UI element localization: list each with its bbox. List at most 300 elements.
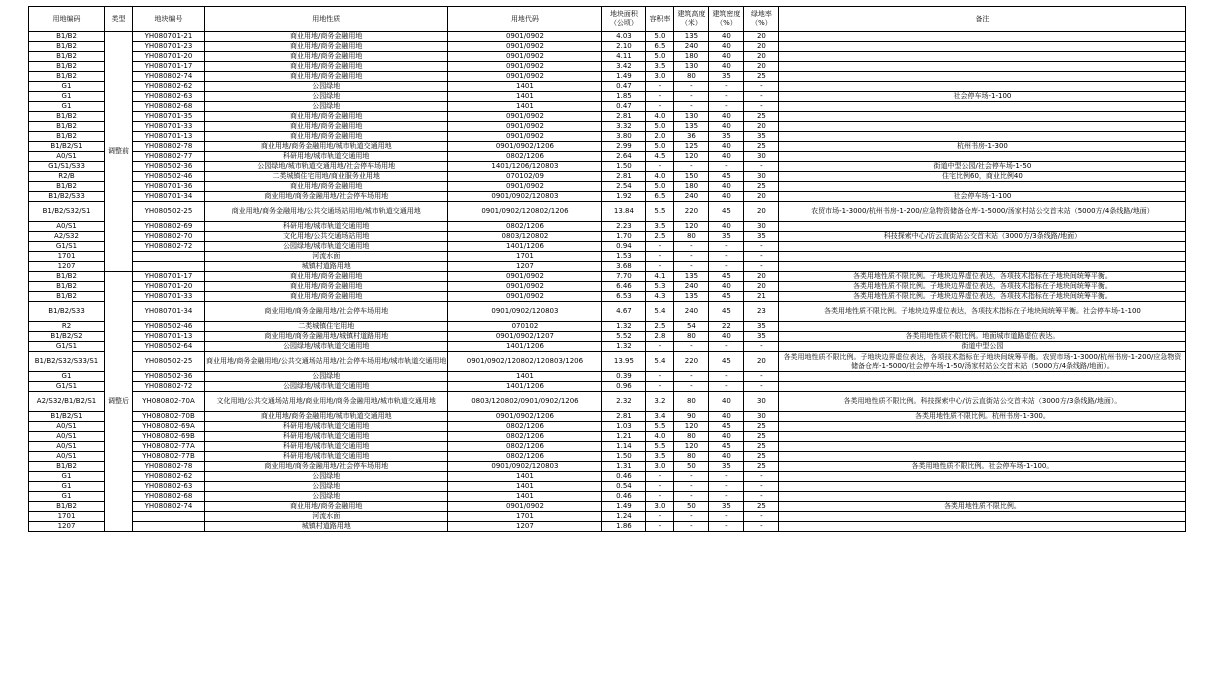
cell-density: 40 [709,142,744,152]
cell-green-rate: - [744,82,779,92]
cell-green-rate: 25 [744,422,779,432]
cell-land-code-num: 1401 [448,82,602,92]
cell-land-code-num: 0802/1206 [448,152,602,162]
cell-land-code: G1 [29,472,105,482]
cell-land-code: G1/S1 [29,242,105,252]
cell-remarks: 各类用地性质不限比例。科技探索中心/访云直街站公交首末站（3000方/3条线路/地面）。 [779,392,1186,412]
cell-land-nature: 公园绿地 [205,482,448,492]
cell-land-code-num: 1401 [448,472,602,482]
cell-land-code-num: 0802/1206 [448,422,602,432]
cell-remarks: 杭州书房-1-300 [779,142,1186,152]
cell-plot-number: YH080701-21 [133,32,205,42]
cell-remarks [779,442,1186,452]
table-row [29,62,1186,72]
cell-remarks: 各类用地性质不限比例。子地块边界虚位表达，各项技术指标在子地块间统筹平衡。 [779,292,1186,302]
cell-area: 1.53 [602,252,646,262]
cell-land-code-num: 0901/0902/1206 [448,412,602,422]
cell-land-nature: 商业用地/商务金融用地 [205,122,448,132]
cell-land-code-num: 0802/1206 [448,452,602,462]
table-row [29,92,1186,102]
cell-plot-number: YH080701-23 [133,42,205,52]
cell-remarks: 各类用地性质不限比例。地面城市道路虚位表达。 [779,332,1186,342]
cell-remarks [779,72,1186,82]
cell-land-code-num: 0901/0902 [448,62,602,72]
cell-land-code-num: 1401/1206 [448,342,602,352]
cell-land-nature: 商业用地/商务金融用地 [205,132,448,142]
cell-land-code-num: 1207 [448,262,602,272]
cell-area: 1.49 [602,502,646,512]
cell-green-rate: - [744,522,779,532]
cell-height: 135 [674,122,709,132]
cell-area: 13.95 [602,352,646,372]
cell-land-nature: 二类城镇住宅用地/商业服务业用地 [205,172,448,182]
cell-height: 180 [674,182,709,192]
cell-height: - [674,242,709,252]
cell-density: 40 [709,412,744,422]
cell-land-nature: 科研用地/城市轨道交通用地 [205,222,448,232]
cell-green-rate: 25 [744,432,779,442]
cell-land-code-num: 070102 [448,322,602,332]
cell-plot-number: YH080701-34 [133,192,205,202]
cell-area: 6.53 [602,292,646,302]
cell-land-nature: 文化用地/公共交通场站用地 [205,232,448,242]
table-row [29,152,1186,162]
cell-area: 1.21 [602,432,646,442]
cell-height: - [674,342,709,352]
cell-density: 45 [709,302,744,322]
cell-green-rate: 20 [744,192,779,202]
table-row [29,162,1186,172]
cell-remarks [779,252,1186,262]
cell-area: 2.81 [602,112,646,122]
cell-land-nature: 公园绿地/城市轨道交通用地 [205,342,448,352]
cell-remarks: 各类用地性质不限比例。杭州书房-1-300。 [779,412,1186,422]
cell-remarks: 科技探索中心/访云直街站公交首末站（3000方/3条线路/地面） [779,232,1186,242]
header-land-code-num: 用地代码 [448,7,602,32]
cell-green-rate: - [744,262,779,272]
header-height: 建筑高度（米） [674,7,709,32]
header-green-rate: 绿地率（%） [744,7,779,32]
table-row [29,272,1186,282]
header-plot-number: 地块编号 [133,7,205,32]
cell-far: 4.0 [646,432,674,442]
cell-far: - [646,512,674,522]
cell-land-code-num: 070102/09 [448,172,602,182]
cell-land-nature: 公园绿地 [205,102,448,112]
cell-green-rate: - [744,472,779,482]
cell-far: 4.1 [646,272,674,282]
cell-land-code: G1/S1 [29,382,105,392]
cell-far: 5.0 [646,52,674,62]
table-row [29,522,1186,532]
cell-green-rate: - [744,242,779,252]
cell-land-code-num: 0901/0902 [448,42,602,52]
cell-height: - [674,102,709,112]
cell-height: 80 [674,232,709,242]
cell-height: 240 [674,42,709,52]
cell-far: - [646,522,674,532]
cell-remarks: 社会停车场-1-100 [779,92,1186,102]
cell-land-nature: 商业用地/商务金融用地 [205,502,448,512]
cell-remarks [779,372,1186,382]
cell-height: 125 [674,142,709,152]
cell-density: 40 [709,432,744,442]
table-row [29,462,1186,472]
cell-land-code: G1 [29,482,105,492]
cell-area: 3.42 [602,62,646,72]
table-row [29,302,1186,322]
cell-green-rate: 20 [744,62,779,72]
cell-plot-number: YH080802-77B [133,452,205,462]
cell-land-code-num: 0802/1206 [448,432,602,442]
cell-height: - [674,522,709,532]
cell-land-code: A0/S1 [29,432,105,442]
cell-height: - [674,262,709,272]
cell-area: 0.47 [602,82,646,92]
cell-land-code: B1/B2 [29,272,105,282]
cell-height: - [674,82,709,92]
cell-land-nature: 二类城镇住宅用地 [205,322,448,332]
cell-height: 80 [674,392,709,412]
cell-far: 5.5 [646,442,674,452]
cell-land-code: B1/B2 [29,282,105,292]
cell-land-code: B1/B2 [29,32,105,42]
cell-area: 0.47 [602,102,646,112]
cell-remarks: 各类用地性质不限比例。社会停车场-1-100。 [779,462,1186,472]
cell-plot-number: YH080701-17 [133,272,205,282]
cell-area: 5.52 [602,332,646,342]
cell-land-code-num: 1401/1206/120803 [448,162,602,172]
cell-remarks [779,452,1186,462]
cell-land-code-num: 0901/0902/120803 [448,462,602,472]
cell-remarks [779,512,1186,522]
cell-land-code: G1 [29,82,105,92]
cell-green-rate: - [744,372,779,382]
cell-area: 1.32 [602,322,646,332]
cell-plot-number: YH080701-33 [133,122,205,132]
cell-density: - [709,372,744,382]
cell-area: 4.67 [602,302,646,322]
cell-far: 4.0 [646,172,674,182]
cell-land-code: A0/S1 [29,222,105,232]
cell-density: 35 [709,462,744,472]
table-row [29,262,1186,272]
cell-land-nature: 商业用地/商务金融用地 [205,272,448,282]
table-row [29,452,1186,462]
cell-density: - [709,522,744,532]
cell-height: 180 [674,52,709,62]
cell-height: 50 [674,462,709,472]
cell-green-rate: - [744,342,779,352]
cell-land-code: G1 [29,372,105,382]
cell-area: 1.32 [602,342,646,352]
cell-far: - [646,372,674,382]
cell-remarks [779,242,1186,252]
cell-green-rate: 20 [744,42,779,52]
cell-green-rate: 30 [744,412,779,422]
cell-area: 13.84 [602,202,646,222]
cell-far: 5.0 [646,182,674,192]
cell-height: 150 [674,172,709,182]
cell-land-nature: 商业用地/商务金融用地/社会停车场用地 [205,462,448,472]
cell-green-rate: 23 [744,302,779,322]
cell-height: 120 [674,422,709,432]
cell-plot-number: YH080802-72 [133,382,205,392]
table-row [29,502,1186,512]
cell-land-code: A0/S1 [29,152,105,162]
cell-density: - [709,512,744,522]
cell-plot-number [133,252,205,262]
cell-far: 3.4 [646,412,674,422]
cell-height: 120 [674,442,709,452]
cell-density: 45 [709,442,744,452]
cell-land-code-num: 1401 [448,492,602,502]
cell-area: 1.50 [602,162,646,172]
header-land-nature: 用地性质 [205,7,448,32]
cell-height: 54 [674,322,709,332]
cell-far: 3.0 [646,462,674,472]
cell-land-code-num: 0901/0902 [448,72,602,82]
cell-height: 130 [674,112,709,122]
cell-green-rate: 25 [744,452,779,462]
cell-land-nature: 商业用地/商务金融用地/城市轨道交通用地 [205,142,448,152]
cell-land-nature: 公园绿地 [205,92,448,102]
cell-green-rate: 30 [744,222,779,232]
cell-far: 6.5 [646,42,674,52]
cell-remarks [779,112,1186,122]
table-row [29,482,1186,492]
cell-green-rate: - [744,92,779,102]
cell-plot-number: YH080701-20 [133,52,205,62]
cell-density: - [709,92,744,102]
cell-far: 3.5 [646,222,674,232]
cell-area: 1.50 [602,452,646,462]
cell-plot-number: YH080502-36 [133,162,205,172]
cell-plot-number: YH080802-69B [133,432,205,442]
cell-far: 4.0 [646,112,674,122]
cell-density: 22 [709,322,744,332]
cell-land-code: B1/B2 [29,122,105,132]
table-row [29,142,1186,152]
cell-land-code: A2/S32 [29,232,105,242]
cell-land-nature: 商业用地/商务金融用地 [205,52,448,62]
table-row [29,102,1186,112]
cell-land-code: G1/S1 [29,342,105,352]
cell-density: 40 [709,32,744,42]
cell-area: 1.70 [602,232,646,242]
cell-area: 3.80 [602,132,646,142]
cell-area: 1.14 [602,442,646,452]
table-row [29,42,1186,52]
cell-far: 2.8 [646,332,674,342]
cell-land-nature: 科研用地/城市轨道交通用地 [205,422,448,432]
cell-land-code-num: 0901/0902/120803 [448,302,602,322]
cell-height: 120 [674,152,709,162]
table-row [29,192,1186,202]
table-row [29,282,1186,292]
cell-density: 45 [709,352,744,372]
header-row [29,7,1186,32]
cell-land-code-num: 1701 [448,512,602,522]
cell-land-nature: 商业用地/商务金融用地/城市轨道交通用地 [205,412,448,422]
cell-density: 35 [709,502,744,512]
header-remarks: 备注 [779,7,1186,32]
cell-height: 80 [674,332,709,342]
cell-area: 2.81 [602,172,646,182]
cell-green-rate: 30 [744,152,779,162]
cell-plot-number [133,512,205,522]
cell-height: - [674,162,709,172]
cell-remarks [779,522,1186,532]
cell-height: 240 [674,302,709,322]
cell-land-code: B1/B2 [29,112,105,122]
cell-density: 40 [709,452,744,462]
cell-land-code: B1/B2/S2 [29,332,105,342]
cell-land-nature: 科研用地/城市轨道交通用地 [205,152,448,162]
cell-area: 0.94 [602,242,646,252]
cell-far: - [646,92,674,102]
cell-area: 4.11 [602,52,646,62]
cell-area: 2.32 [602,392,646,412]
cell-land-code: B1/B2/S1 [29,412,105,422]
table-row [29,432,1186,442]
cell-far: 6.5 [646,192,674,202]
cell-plot-number: YH080502-46 [133,172,205,182]
cell-plot-number: YH080802-70B [133,412,205,422]
cell-green-rate: - [744,102,779,112]
cell-green-rate: 20 [744,202,779,222]
cell-area: 3.32 [602,122,646,132]
cell-green-rate: 30 [744,392,779,412]
cell-remarks: 农贸市场-1-3000/杭州书房-1-200/应急物资储备仓库-1-5000/汤家村站公交首末站（5000方/4条线路/地面） [779,202,1186,222]
cell-remarks [779,42,1186,52]
cell-plot-number: YH080802-70A [133,392,205,412]
cell-land-code-num: 0901/0902/120802/1206 [448,202,602,222]
cell-density: - [709,102,744,112]
cell-far: 3.0 [646,72,674,82]
cell-plot-number: YH080802-68 [133,102,205,112]
table-row [29,82,1186,92]
cell-far: - [646,252,674,262]
cell-remarks [779,152,1186,162]
cell-land-nature: 文化用地/公共交通场站用地/商业用地/商务金融用地/城市轨道交通用地 [205,392,448,412]
cell-plot-number: YH080802-74 [133,72,205,82]
cell-land-code-num: 0901/0902 [448,282,602,292]
cell-area: 1.49 [602,72,646,82]
cell-land-nature: 商业用地/商务金融用地/社会停车场用地 [205,192,448,202]
cell-land-nature: 商业用地/商务金融用地 [205,72,448,82]
cell-green-rate: - [744,492,779,502]
cell-far: 5.3 [646,282,674,292]
table-row [29,372,1186,382]
cell-land-code-num: 1401 [448,372,602,382]
cell-far: - [646,162,674,172]
table-row [29,32,1186,42]
cell-land-code-num: 1207 [448,522,602,532]
cell-far: 5.4 [646,302,674,322]
cell-land-code-num: 1401 [448,92,602,102]
table-row [29,112,1186,122]
cell-plot-number: YH080802-62 [133,82,205,92]
cell-land-code: A0/S1 [29,452,105,462]
cell-density: 40 [709,112,744,122]
cell-plot-number: YH080502-36 [133,372,205,382]
cell-land-nature: 公园绿地/城市轨道交通用地 [205,242,448,252]
cell-land-code: B1/B2 [29,42,105,52]
cell-remarks: 各类用地性质不限比例。子地块边界虚位表达，各项技术指标在子地块间统筹平衡。 [779,272,1186,282]
cell-green-rate: 35 [744,232,779,242]
cell-plot-number: YH080802-77A [133,442,205,452]
cell-plot-number: YH080701-36 [133,182,205,192]
cell-area: 1.85 [602,92,646,102]
table-body [29,32,1186,532]
table-row [29,352,1186,372]
table-row [29,222,1186,232]
cell-far: - [646,342,674,352]
cell-remarks [779,32,1186,42]
cell-land-code-num: 0803/120802 [448,232,602,242]
table-row [29,512,1186,522]
table-row [29,422,1186,432]
cell-plot-number: YH080701-34 [133,302,205,322]
cell-far: - [646,492,674,502]
cell-area: 2.99 [602,142,646,152]
cell-green-rate: - [744,382,779,392]
table-row [29,292,1186,302]
cell-land-code: G1 [29,92,105,102]
cell-land-code: B1/B2/S32/S33/S1 [29,352,105,372]
cell-green-rate: 35 [744,332,779,342]
cell-land-nature: 商业用地/商务金融用地 [205,282,448,292]
cell-land-code-num: 0802/1206 [448,442,602,452]
cell-green-rate: - [744,162,779,172]
table-row [29,332,1186,342]
cell-far: 4.5 [646,152,674,162]
cell-land-code: B1/B2/S33 [29,192,105,202]
cell-land-nature: 公园绿地 [205,492,448,502]
cell-far: 3.2 [646,392,674,412]
table-row [29,132,1186,142]
cell-area: 0.54 [602,482,646,492]
cell-green-rate: 25 [744,462,779,472]
cell-plot-number: YH080502-25 [133,202,205,222]
cell-remarks [779,432,1186,442]
cell-green-rate: 25 [744,112,779,122]
cell-far: - [646,482,674,492]
cell-green-rate: 20 [744,52,779,62]
cell-green-rate: 25 [744,182,779,192]
cell-land-code: B1/B2 [29,182,105,192]
header-land-code: 用地编码 [29,7,105,32]
cell-area: 0.39 [602,372,646,382]
cell-far: 2.5 [646,322,674,332]
cell-height: 240 [674,192,709,202]
cell-far: 5.5 [646,422,674,432]
cell-height: 120 [674,222,709,232]
table-row [29,172,1186,182]
cell-green-rate: 20 [744,352,779,372]
cell-far: 3.0 [646,502,674,512]
cell-plot-number: YH080802-78 [133,462,205,472]
cell-density: 45 [709,422,744,432]
cell-land-code: B1/B2 [29,52,105,62]
cell-land-code: B1/B2 [29,292,105,302]
cell-far: 2.5 [646,232,674,242]
cell-land-nature: 商业用地/商务金融用地/公共交通场站用地/城市轨道交通用地 [205,202,448,222]
cell-land-code-num: 0802/1206 [448,222,602,232]
cell-density: 45 [709,272,744,282]
cell-height: 220 [674,352,709,372]
